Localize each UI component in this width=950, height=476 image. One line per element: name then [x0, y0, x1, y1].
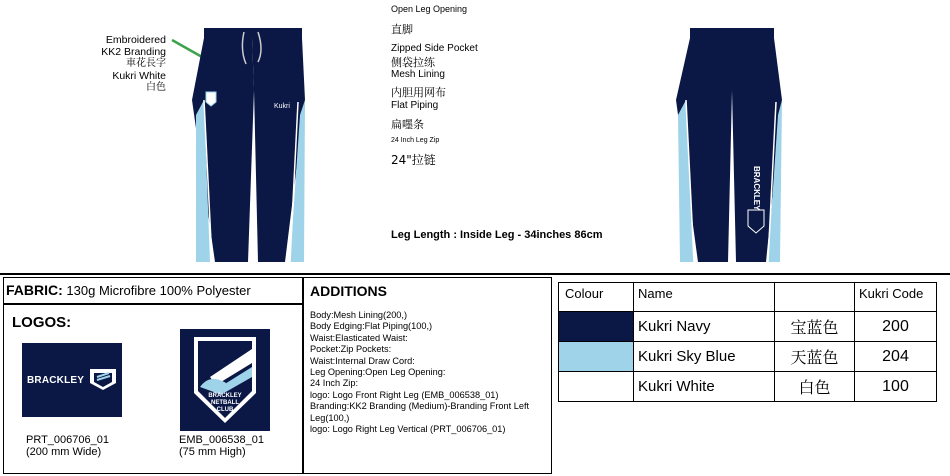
logo2-text [180, 393, 270, 414]
colour-code: 204 [855, 342, 937, 372]
colour-zh: 天蓝色 [775, 342, 855, 372]
addition-item: Body:Mesh Lining(200,) [310, 310, 408, 320]
addition-item: Waist:Internal Draw Cord: [310, 355, 415, 366]
spec-item-1: 直脚 [391, 23, 413, 36]
colour-table-header [559, 283, 937, 312]
addition-item: Leg Opening:Open Leg Opening: [310, 367, 446, 378]
back-brackley-text: BRACKLEY [752, 166, 761, 211]
logo2-shield-icon [180, 329, 270, 431]
addition-item: 24 Inch Zip: [310, 378, 359, 389]
colour-name: Kukri Navy [634, 312, 775, 342]
emb-line2: KK2 Branding [101, 46, 166, 58]
logo-brackley-print [22, 343, 122, 417]
logo1-text: BRACKLEY [27, 375, 85, 386]
addition-item: Branding:KK2 Branding (Medium)-Branding Front Left Leg(100,) [310, 401, 530, 423]
logo2-line2: NETBALL [211, 400, 239, 406]
back-pants-drawing [670, 20, 790, 270]
header-code: Kukri Code [855, 283, 937, 312]
colour-zh: 白色 [775, 372, 855, 402]
colour-zh: 宝蓝色 [775, 312, 855, 342]
back-waistband [690, 28, 774, 38]
spec-item-6: Flat Piping [391, 100, 439, 111]
emb-line4: Kukri White [112, 70, 166, 82]
embroidery-note [96, 34, 166, 94]
logo2-caption [179, 434, 264, 458]
logo2-line3: CLUB [216, 407, 234, 413]
colour-code: 100 [855, 372, 937, 402]
emb-line5: 白色 [146, 82, 166, 93]
header-colour: Colour [559, 283, 634, 312]
logo2-size: (75 mm High) [179, 446, 246, 458]
fabric-label: FABRIC: [6, 282, 63, 298]
addition-item: Waist:Elasticated Waist: [310, 332, 408, 343]
logo1-emblem-icon [88, 367, 118, 391]
spec-item-8: 24 Inch Leg Zip [391, 137, 440, 144]
front-kukri-logo: Kukri [274, 103, 290, 110]
emb-line3: 車花長字 [126, 58, 166, 69]
spec-item-9: 24"拉链 [391, 153, 436, 167]
leg-length: Leg Length : Inside Leg - 34inches 86cm [391, 229, 603, 241]
addition-item: Pocket:Zip Pockets: [310, 344, 392, 355]
spec-item-5: 内胆用网布 [391, 86, 446, 99]
colour-name: Kukri White [634, 372, 775, 402]
logo2-code: EMB_006538_01 [179, 434, 265, 446]
emb-line1: Embroidered [105, 34, 166, 46]
additions-list [310, 310, 550, 435]
fabric-row [3, 277, 303, 304]
table-row [559, 342, 937, 372]
header-zh [775, 283, 855, 312]
addition-item: Body Edging:Flat Piping(100,) [310, 321, 433, 332]
logos-panel [3, 304, 303, 474]
logo1-size: (200 mm Wide) [26, 446, 102, 458]
colour-code: 200 [855, 312, 937, 342]
addition-item: logo: Logo Front Right Leg (EMB_006538_01) [310, 389, 499, 400]
fabric-value: 130g Microfibre 100% Polyester [66, 283, 251, 298]
spec-item-3: 侧袋拉练 [391, 56, 435, 69]
section-divider [0, 273, 950, 275]
colour-swatch-navy [559, 312, 634, 342]
colour-swatch-sky-blue [559, 342, 634, 372]
spec-item-4: Mesh Lining [391, 69, 445, 80]
table-row [559, 372, 937, 402]
spec-item-2: Zipped Side Pocket [391, 43, 478, 54]
additions-title: ADDITIONS [310, 283, 387, 299]
spec-item-0: Open Leg Opening [391, 4, 468, 14]
logo-netball-club-badge [180, 329, 270, 431]
colour-name: Kukri Sky Blue [634, 342, 775, 372]
colour-table [558, 282, 937, 402]
addition-item: logo: Logo Right Leg Vertical (PRT_006706_01) [310, 424, 506, 435]
logos-title: LOGOS: [12, 314, 72, 331]
table-row [559, 312, 937, 342]
spec-item-7: 扁嚜条 [391, 118, 424, 131]
additions-panel [303, 277, 552, 474]
header-name: Name [634, 283, 775, 312]
logo1-caption [26, 434, 109, 458]
logo2-line1: BRACKLEY [208, 393, 242, 399]
logo1-code: PRT_006706_01 [26, 434, 109, 446]
front-waistband [204, 28, 302, 38]
colour-swatch-white [559, 372, 634, 402]
front-pants-drawing [160, 20, 320, 270]
